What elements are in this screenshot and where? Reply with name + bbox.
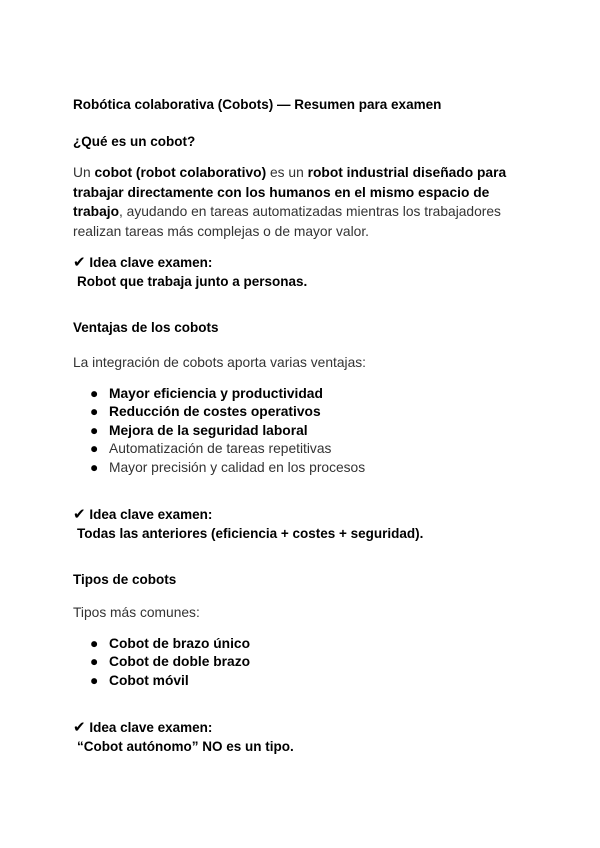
section-heading-types: Tipos de cobots xyxy=(73,572,177,587)
key-idea-text: Todas las anteriores (eficiencia + costes + seguridad). xyxy=(77,526,424,541)
key-idea-label-text: Idea clave examen: xyxy=(89,720,213,735)
list-item xyxy=(90,422,533,441)
definition-paragraph xyxy=(73,163,533,241)
list-item-text: Automatización de tareas repetitivas xyxy=(109,441,332,456)
list-item-text: Cobot de doble brazo xyxy=(109,654,251,669)
key-idea-label-text: Idea clave examen: xyxy=(89,507,213,522)
check-icon: ✔ xyxy=(73,719,86,736)
list-item xyxy=(90,385,533,404)
list-item xyxy=(90,635,533,654)
bullet-icon: ● xyxy=(90,635,99,651)
check-icon: ✔ xyxy=(73,254,86,271)
bullet-icon: ● xyxy=(90,654,99,669)
key-idea-text: Robot que trabaja junto a personas. xyxy=(77,274,308,289)
list-item xyxy=(90,672,533,691)
bullet-icon: ● xyxy=(90,459,99,475)
bullet-icon: ● xyxy=(90,441,99,456)
definition-text-2: es un xyxy=(266,165,308,180)
bullet-icon: ● xyxy=(90,672,99,688)
types-intro: Tipos más comunes: xyxy=(73,605,200,620)
types-list xyxy=(73,635,533,691)
definition-emphasis: robot industrial diseñado para trabajar directamente con los humanos en el mismo espacio de trabajo xyxy=(73,165,507,219)
list-item xyxy=(90,459,533,478)
definition-text-3: , ayudando en tareas automatizadas mientras los trabajadores realizan tareas más complejas o de mayor valor. xyxy=(73,204,501,239)
bullet-icon: ● xyxy=(90,385,99,401)
check-icon: ✔ xyxy=(73,506,86,523)
bullet-icon: ● xyxy=(90,404,99,419)
bullet-icon: ● xyxy=(90,422,99,438)
section-heading-advantages: Ventajas de los cobots xyxy=(73,320,219,335)
advantages-list xyxy=(73,385,533,478)
document-page xyxy=(73,96,533,756)
list-item-text: Reducción de costes operativos xyxy=(109,404,321,419)
list-item-text: Mayor precisión y calidad en los procesos xyxy=(109,459,366,475)
list-item xyxy=(90,403,533,422)
advantages-intro: La integración de cobots aporta varias ventajas: xyxy=(73,355,366,370)
document-title: Robótica colaborativa (Cobots) — Resumen para examen xyxy=(73,97,442,112)
key-idea-label xyxy=(73,505,533,524)
key-idea-text: “Cobot autónomo” NO es un tipo. xyxy=(77,739,294,754)
list-item-text: Cobot móvil xyxy=(109,672,189,688)
list-item xyxy=(90,653,533,672)
key-idea-label-text: Idea clave examen: xyxy=(89,255,213,270)
list-item-text: Cobot de brazo único xyxy=(109,635,251,651)
list-item-text: Mayor eficiencia y productividad xyxy=(109,385,323,401)
list-item-text: Mejora de la seguridad laboral xyxy=(109,422,308,438)
key-idea-label xyxy=(73,718,533,737)
definition-text-1: Un xyxy=(73,165,95,180)
definition-term: cobot (robot colaborativo) xyxy=(94,165,267,180)
section-heading-what-is: ¿Qué es un cobot? xyxy=(73,134,196,149)
list-item xyxy=(90,440,533,459)
key-idea-label xyxy=(73,253,533,272)
